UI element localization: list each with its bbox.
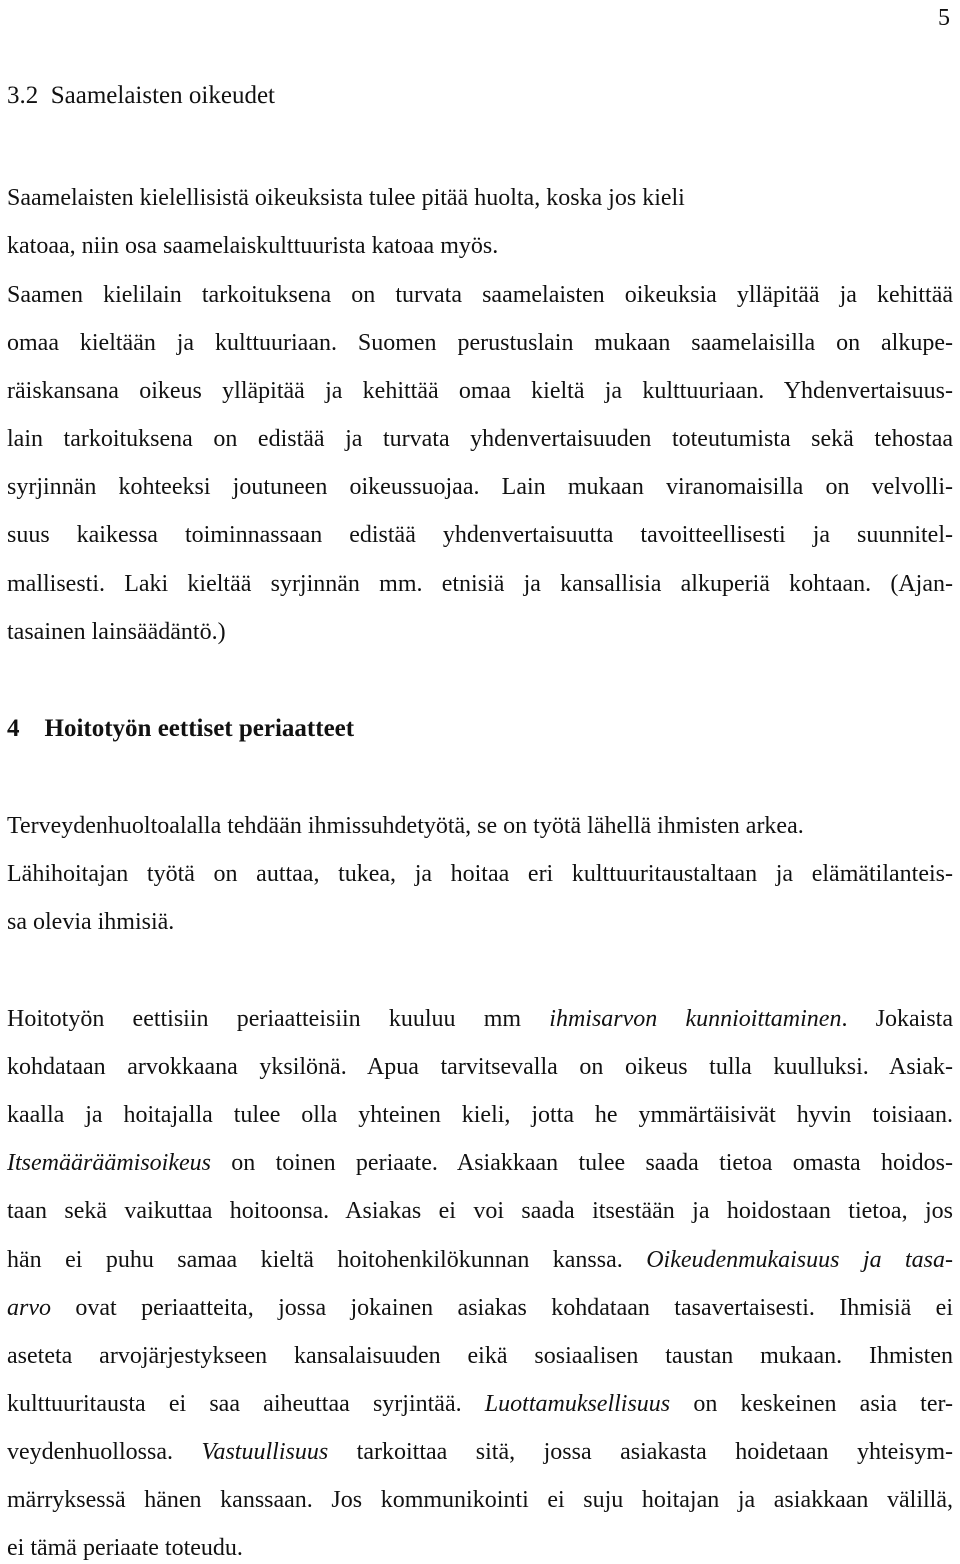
body-line — [7, 1292, 953, 1324]
body-line — [7, 1244, 953, 1276]
section-heading-4 — [7, 713, 354, 745]
text-run: on keskeinen asia ter- — [670, 1391, 953, 1417]
body-line: aseteta arvojärjestykseen kansalaisuuden eikä sosiaalisen taustan mukaan. Ihmisten — [7, 1343, 953, 1369]
body-line: suus kaikessa toiminnassaan edistää yhdenvertaisuutta tavoitteellisesti ja suunnitel- — [7, 522, 953, 548]
section-number: 3.2 — [7, 82, 39, 109]
text-run: tarkoittaa sitä, jossa asiakasta hoidetaan yhteisym- — [328, 1439, 953, 1465]
text-run: hän ei puhu samaa kieltä hoitohenkilökunnan kanssa. — [7, 1247, 647, 1273]
body-line: mallisesti. Laki kieltää syrjinnän mm. etnisiä ja kansallisia alkuperiä kohtaan. (Ajan- — [7, 571, 953, 597]
text-run: Hoitotyön eettisiin periaatteisiin kuuluu mm — [7, 1006, 550, 1032]
body-line: sa olevia ihmisiä. — [7, 909, 175, 935]
body-line: Lähihoitajan työtä on auttaa, tukea, ja hoitaa eri kulttuuritaustaltaan ja elämätilanteis- — [7, 861, 953, 887]
text-run: veydenhuollossa. — [7, 1439, 202, 1465]
body-line: räiskansana oikeus ylläpitää ja kehittää omaa kieltä ja kulttuuriaan. Yhdenvertaisuus- — [7, 378, 953, 404]
text-run: on toinen periaate. Asiakkaan tulee saada tietoa omasta hoidos- — [210, 1150, 953, 1176]
text-run: kulttuuritausta ei saa aiheuttaa syrjintää. — [7, 1391, 485, 1417]
emphasis-term: Luottamuksellisuus — [484, 1391, 671, 1417]
body-line — [7, 1147, 953, 1179]
section-title: Saamelaisten oikeudet — [50, 82, 275, 109]
body-line: tasainen lainsäädäntö.) — [7, 619, 226, 645]
emphasis-term: Itsemääräämisoikeus — [7, 1150, 211, 1176]
body-line: Saamen kielilain tarkoituksena on turvata saamelaisten oikeuksia ylläpitää ja kehittää — [7, 282, 953, 308]
body-line — [7, 1003, 953, 1035]
emphasis-term: ihmisarvon kunnioittaminen — [549, 1006, 842, 1032]
text-run: . Jokaista — [841, 1006, 953, 1032]
emphasis-term: arvo — [7, 1295, 51, 1321]
body-line: Terveydenhuoltoalalla tehdään ihmissuhdetyötä, se on työtä lähellä ihmisten arkea. — [7, 813, 804, 839]
body-line — [7, 1388, 953, 1420]
section-title: Hoitotyön eettiset periaatteet — [44, 715, 355, 742]
body-line: katoaa, niin osa saamelaiskulttuurista katoaa myös. — [7, 233, 499, 259]
body-line: omaa kieltään ja kulttuuriaan. Suomen perustuslain mukaan saamelaisilla on alkupe- — [7, 330, 953, 356]
text-run: ovat periaatteita, jossa jokainen asiakas kohdataan tasavertaisesti. Ihmisiä ei — [51, 1295, 953, 1321]
body-line: ei tämä periaate toteudu. — [7, 1535, 243, 1561]
body-line: Saamelaisten kielellisistä oikeuksista tulee pitää huolta, koska jos kieli — [7, 185, 685, 211]
body-line: syrjinnän kohteeksi joutuneen oikeussuojaa. Lain mukaan viranomaisilla on velvolli- — [7, 474, 953, 500]
section-heading-3-2 — [7, 80, 275, 112]
emphasis-term: Oikeudenmukaisuus ja tasa- — [646, 1247, 953, 1273]
body-line: kohdataan arvokkaana yksilönä. Apua tarvitsevalla on oikeus tulla kuulluksi. Asiak- — [7, 1054, 953, 1080]
section-number: 4 — [7, 715, 20, 742]
body-line: lain tarkoituksena on edistää ja turvata yhdenvertaisuuden toteutumista sekä tehostaa — [7, 426, 953, 452]
page-number: 5 — [938, 5, 950, 31]
body-line: märryksessä hänen kanssaan. Jos kommunikointi ei suju hoitajan ja asiakkaan välillä, — [7, 1487, 953, 1513]
emphasis-term: Vastuullisuus — [201, 1439, 329, 1465]
body-line: taan sekä vaikuttaa hoitoonsa. Asiakas ei voi saada itsestään ja hoidostaan tietoa, jos — [7, 1198, 953, 1224]
body-line: kaalla ja hoitajalla tulee olla yhteinen kieli, jotta he ymmärtäisivät hyvin toisiaan. — [7, 1102, 953, 1128]
body-line — [7, 1436, 953, 1468]
